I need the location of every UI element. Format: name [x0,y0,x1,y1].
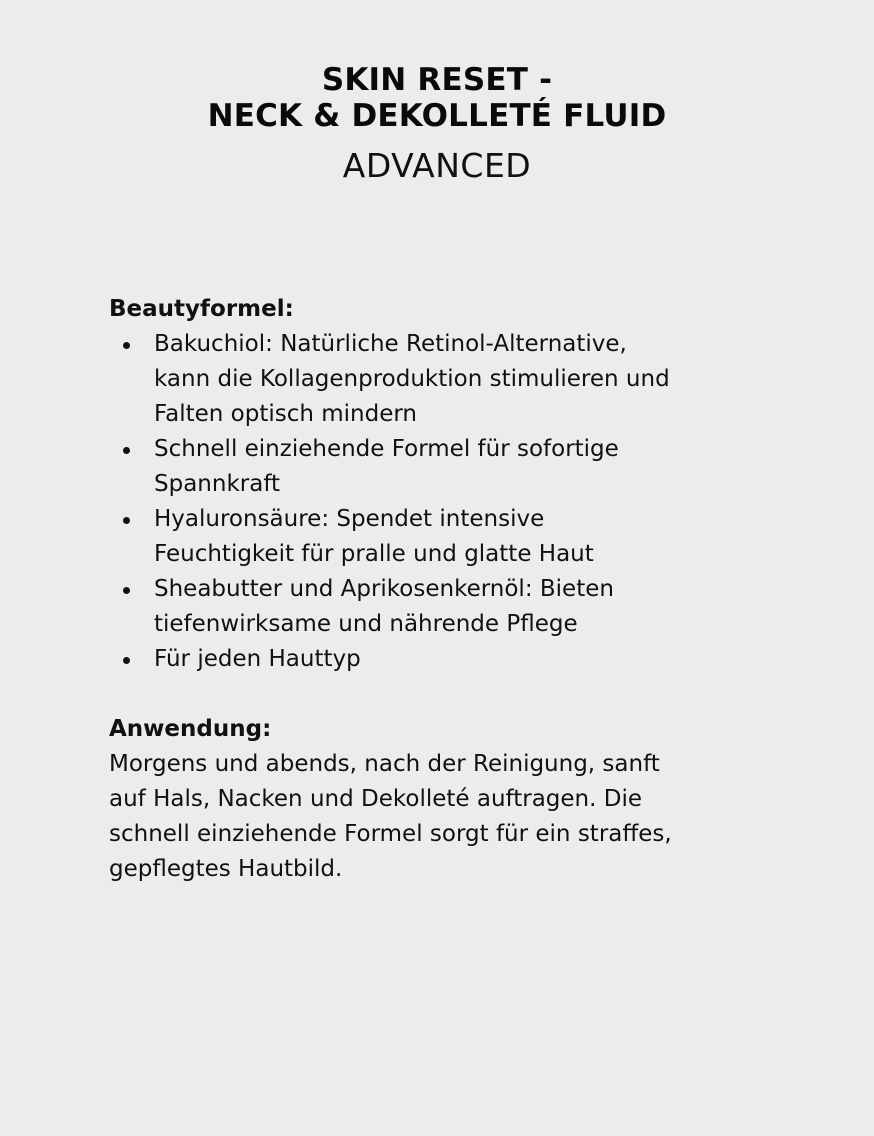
beauty-formula-heading: Beautyformel: [109,296,294,322]
product-title-line-1: SKIN RESET - [321,62,553,98]
list-item [109,572,809,642]
list-item-text: Sheabutter und Aprikosenkernöl: Bieten [154,576,614,602]
bullet-icon [123,517,130,524]
list-item-text: Hyaluronsäure: Spendet intensive [154,506,545,532]
bullet-icon [123,447,130,454]
bullet-icon [123,587,130,594]
usage-text-line: auf Hals, Nacken und Dekolleté auftragen. Die [109,786,642,812]
list-item [109,502,809,572]
bullet-icon [123,342,130,349]
list-item [109,642,809,677]
list-item-text: Feuchtigkeit für pralle und glatte Haut [154,541,594,567]
beauty-formula-list [109,327,809,677]
usage-section [109,712,809,887]
content [109,292,809,887]
list-item-text: Für jeden Hauttyp [154,646,361,672]
usage-text-line: Morgens und abends, nach der Reinigung, sanft [109,751,660,777]
list-item [109,432,809,502]
title-block [0,62,874,186]
usage-text-line: schnell einziehende Formel sorgt für ein straffes, [109,821,672,847]
product-subtitle: ADVANCED [342,146,532,185]
product-title-line-2: NECK & DEKOLLETÉ FLUID [207,98,667,134]
usage-heading: Anwendung: [109,716,272,742]
bullet-icon [123,657,130,664]
list-item-text: tiefenwirksame und nährende Pflege [154,611,578,637]
list-item-text: Spannkraft [154,471,281,497]
list-item [109,327,809,432]
list-item-text: Bakuchiol: Natürliche Retinol-Alternative, [154,331,627,357]
usage-text-line: gepflegtes Hautbild. [109,856,343,882]
list-item-text: Schnell einziehende Formel für sofortige [154,436,619,462]
beauty-formula-section [109,292,809,677]
list-item-text: Falten optisch mindern [154,401,418,427]
list-item-text: kann die Kollagenproduktion stimulieren und [154,366,670,392]
